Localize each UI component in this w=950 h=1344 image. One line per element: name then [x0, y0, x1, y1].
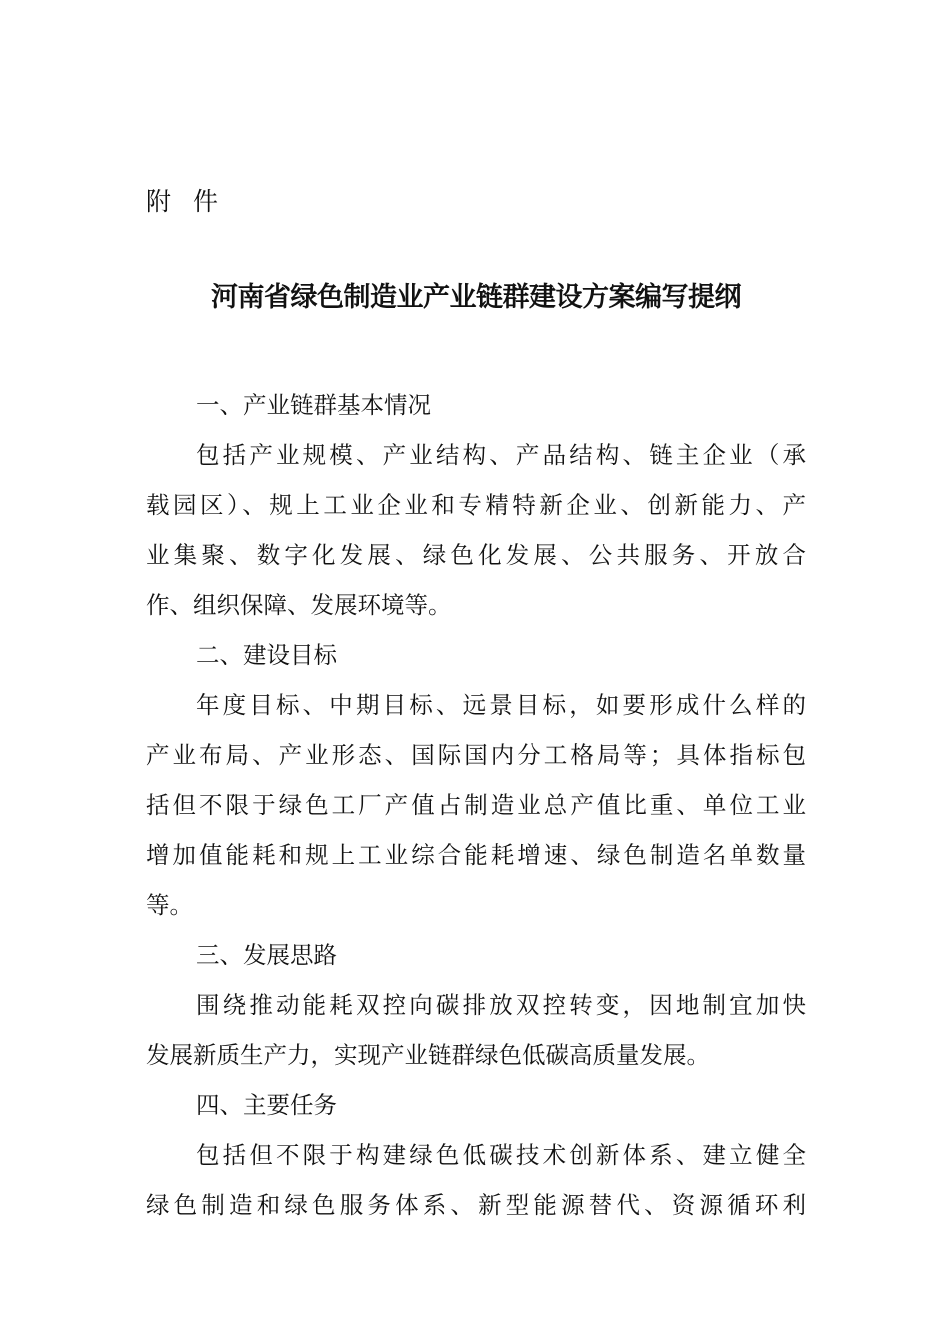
paragraph-line: 载园区）、规上工业企业和专精特新企业、创新能力、产 [146, 491, 806, 519]
document-title: 河南省绿色制造业产业链群建设方案编写提纲 [211, 282, 741, 313]
attachment-label: 附件 [146, 187, 241, 216]
paragraph-line: 包括但不限于构建绿色低碳技术创新体系、建立健全 [196, 1141, 806, 1169]
section-heading-1: 一、产业链群基本情况 [196, 391, 431, 419]
section-heading-2: 二、建设目标 [196, 641, 337, 669]
paragraph-line: 围绕推动能耗双控向碳排放双控转变，因地制宜加快 [196, 991, 806, 1019]
paragraph-line: 产业布局、产业形态、国际国内分工格局等；具体指标包 [146, 741, 806, 769]
paragraph-line: 等。 [146, 891, 193, 919]
paragraph-line: 增加值能耗和规上工业综合能耗增速、绿色制造名单数量 [146, 841, 806, 869]
paragraph-line: 业集聚、数字化发展、绿色化发展、公共服务、开放合 [146, 541, 806, 569]
document-body [146, 380, 806, 1230]
paragraph-line: 年度目标、中期目标、远景目标，如要形成什么样的 [196, 691, 806, 719]
paragraph-line: 绿色制造和绿色服务体系、新型能源替代、资源循环利 [146, 1191, 806, 1219]
paragraph-line: 括但不限于绿色工厂产值占制造业总产值比重、单位工业 [146, 791, 806, 819]
paragraph-line: 作、组织保障、发展环境等。 [146, 591, 452, 619]
paragraph-line: 发展新质生产力，实现产业链群绿色低碳高质量发展。 [146, 1041, 710, 1069]
paragraph-line: 包括产业规模、产业结构、产品结构、链主企业（承 [196, 441, 806, 469]
section-heading-3: 三、发展思路 [196, 941, 337, 969]
section-heading-4: 四、主要任务 [196, 1091, 337, 1119]
